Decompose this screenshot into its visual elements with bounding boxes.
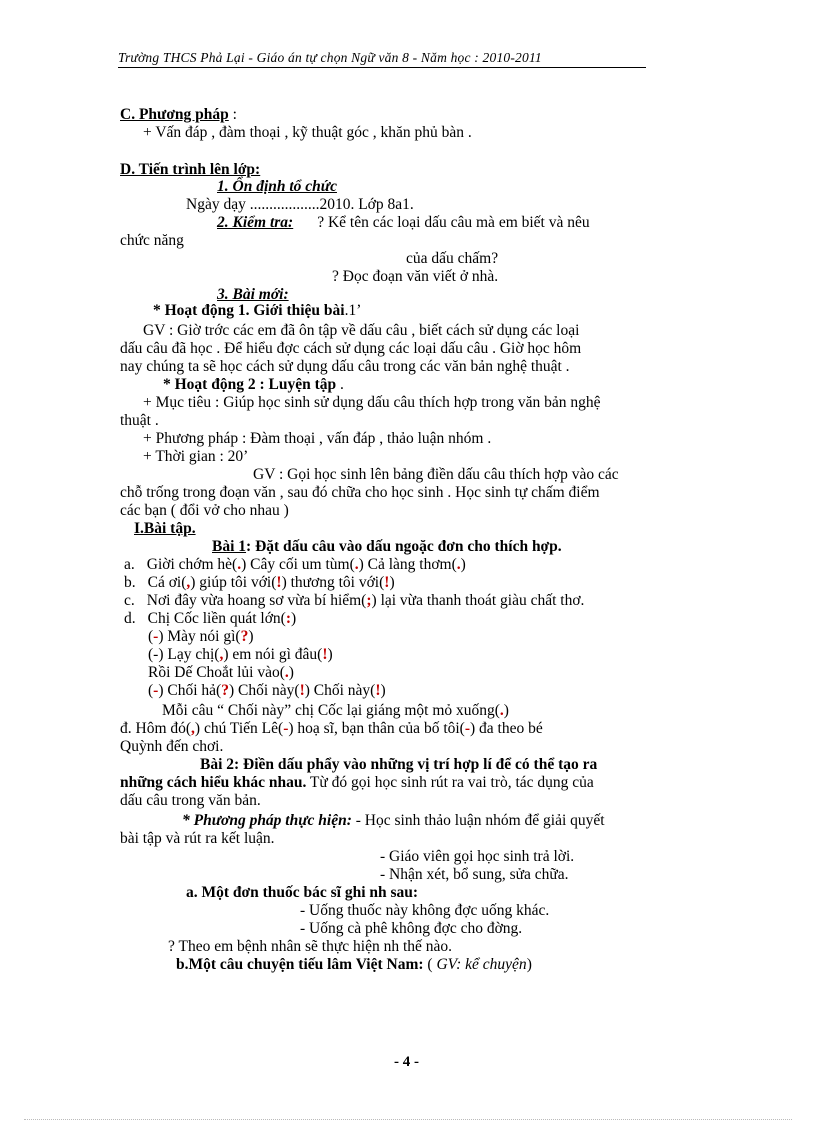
activity1-p2: dấu câu đã học . Để hiểu đợc cách sử dụng các loại dấu câu . Giờ học hôm [120,340,582,357]
bai2-a2: - Uống cà phê không đợc cho đờng. [300,920,523,937]
bai1-rest: : Đặt dấu câu vào dấu ngoặc đơn cho thích hợp. [246,538,562,555]
step2-q1a: ? Kể tên các loại dấu câu mà em biết và nêu [317,214,590,231]
bai1-d4-t4: ) [380,682,386,699]
section-c-title: C. Phương pháp [120,106,229,123]
bai1-e [120,720,543,738]
bai2-b-note: GV: kể chuyện [436,956,527,973]
bai1-a-p1: . [237,556,242,573]
bai2-method-line2: bài tập và rút ra kết luận. [120,830,275,847]
bai1-e2: Quỳnh đến chơi. [120,738,224,755]
bai1-d-t2: ) [291,610,297,627]
bai2-b-open: ( [423,956,437,973]
bai2-title: Bài 2: Điền dấu phẩy vào những vị trí hợp lí để có thể tạo ra [200,756,598,773]
bai1-d-t1: Chị Cốc liền quát lớn( [147,610,286,627]
bai1-d-p1: : [285,610,292,627]
bai1-e-t2: ) chú Tiến Lê( [194,720,284,737]
bai1-b-t3: ) thương tôi với( [281,574,385,591]
bai1-e-t4: ) đa theo bé [470,720,543,737]
footer-rule [24,1119,792,1120]
bai1-b-t1: Cá ơi( [147,574,187,591]
bai1-d4 [148,682,386,700]
bai1-b-t4: ) [389,574,395,591]
bai1-d2-t1: ) em nói gì đâu( [223,646,323,663]
bai1-d3-p1: . [284,664,289,681]
bai1-d-marker: d. [124,610,136,627]
bai1-d5-t1: Mỗi câu “ Chối này” chị Cốc lại giáng một mỏ xuống( [162,702,500,719]
bai1-d2-p0: , [219,646,224,663]
activity2-gv1: GV : Gọi học sinh lên bảng điền dấu câu thích hợp vào các [253,466,619,483]
bai1-d1-p0: - [153,628,159,645]
bai1-d4-t3: ) Chối này( [304,682,376,699]
bai1-a-t1: Giời chớm hè( [146,556,238,573]
bai2-b-close: ) [526,956,532,973]
activity1 [153,302,361,320]
exercise-title: I.Bài tập. [134,520,196,537]
bai1-d4-t0: ( [148,682,154,699]
bai1-d4-t2: ) Chối này( [228,682,300,699]
bai1-a-t4: ) [460,556,466,573]
bai2-line2-rest: Từ đó gọi học sinh rút ra vai trò, tác dụng của [306,774,594,791]
activity2-pp: + Phương pháp : Đàm thoại , vấn đáp , thảo luận nhóm . [143,430,492,447]
step2-q1c: của dấu chấm? [406,250,499,267]
activity2-title: * Hoạt động 2 : Luyện tập [163,376,337,393]
bai1-d [124,610,296,628]
step1-line: Ngày dạy ..................2010. Lớp 8a1. [186,196,414,213]
bai1-d1 [148,628,254,646]
bai1-label: Bài 1 [212,538,247,555]
bai1-e-t3: ) hoạ sĩ, bạn thân của bố tôi( [288,720,465,737]
activity2-gv2: chỗ trống trong đoạn văn , sau đó chữa cho học sinh . Học sinh tự chấm điểm [120,484,600,501]
bai1-title [212,538,562,556]
bai1-d5-p1: . [499,702,504,719]
bai1-a-marker: a. [124,556,135,573]
bai1-c-p1: ; [366,592,372,609]
bai1-d4-t1: ) Chối hả( [158,682,222,699]
bai1-a-p3: . [456,556,461,573]
bai2-a: a. Một đơn thuốc bác sĩ ghi nh sau: [186,884,419,901]
bai1-a-p2: . [354,556,359,573]
bai1-c-marker: c. [124,592,135,609]
bai2-question: ? Theo em bệnh nhân sẽ thực hiện nh thế nào. [168,938,453,955]
section-c-line: + Vấn đáp , đàm thoại , kỹ thuật góc , khăn phủ bàn . [143,124,472,141]
bai2-line2-bold: những cách hiểu khác nhau. [120,774,307,791]
bai2-method-title: * Phương pháp thực hiện: [182,812,352,829]
activity1-p3: nay chúng ta sẽ học cách sử dụng dấu câu trong các văn bản nghệ thuật . [120,358,570,375]
activity2 [163,376,344,394]
bai1-b-p1: , [186,574,191,591]
bai1-c [124,592,584,610]
step2-line [217,214,590,232]
activity1-title: * Hoạt động 1. Giới thiệu bài [153,302,345,319]
bai1-d2-t0: (-) Lạy chị( [148,646,220,663]
bai1-a-t3: ) Cả làng thơm( [358,556,457,573]
bai1-c-t2: ) lại vừa thanh thoát giàu chất thơ. [371,592,585,609]
bai1-d1-t1: ) Mày nói gì( [158,628,241,645]
bai1-c-t1: Nơi đây vừa hoang sơ vừa bí hiểm( [146,592,367,609]
bai1-a [124,556,466,574]
bai2-a1: - Uống thuốc này không đợc uống khác. [300,902,550,919]
bai1-b-marker: b. [124,574,136,591]
bai1-d1-t2: ) [248,628,254,645]
bai1-e-p1: , [191,720,195,737]
bai2-b [176,956,532,974]
step1-title: 1. Ổn định tổ chức [217,178,337,195]
bai1-a-t2: ) Cây cối um tùm( [241,556,355,573]
activity1-time: .1’ [344,302,362,319]
bai1-d2 [148,646,333,664]
bai1-d4-p1: ? [221,682,229,699]
section-c-colon: : [228,106,237,123]
page-number: - 4 - [394,1054,419,1070]
bai1-b [124,574,395,592]
activity2-mt2: thuật . [120,412,159,429]
bai1-b-t2: ) giúp tôi với( [190,574,277,591]
step2-q2: ? Đọc đoạn văn viết ở nhà. [332,268,499,285]
activity2-tg: + Thời gian : 20’ [143,448,249,465]
bai1-d5 [162,702,509,720]
bai2-gv: - Giáo viên gọi học sinh trả lời. [380,848,575,865]
bai1-b-p2: ! [276,574,282,591]
section-d-title: D. Tiến trình lên lớp: [120,161,261,178]
bai2-method [182,812,605,830]
bai1-d2-t2: ) [327,646,333,663]
bai2-line3: dấu câu trong văn bản. [120,792,261,809]
bai1-e-p2: - [283,720,289,737]
activity1-p1: GV : Giờ trớc các em đã ôn tập về dấu câu , biết cách sử dụng các loại [143,322,580,339]
section-c [120,106,237,124]
bai2-nx: - Nhận xét, bổ sung, sửa chữa. [380,866,569,883]
bai1-e-p3: - [464,720,471,737]
activity2-dot: . [336,376,344,393]
step3-title: 3. Bài mới: [217,286,289,303]
bai1-d2-p1: ! [322,646,328,663]
bai2-b-title: b.Một câu chuyện tiếu lâm Việt Nam: [176,956,424,973]
bai1-d5-t2: ) [503,702,509,719]
step2-q1b: chức năng [120,232,184,249]
bai1-d4-p0: - [153,682,159,699]
bai1-d3-t1: Rồi Dế Choắt lủi vào( [148,664,285,681]
bai1-d3 [148,664,294,682]
bai1-d3-t2: ) [288,664,294,681]
bai1-e-t1: đ. Hôm đó( [120,720,192,737]
bai2-line2 [120,774,594,792]
activity2-mt1: + Mục tiêu : Giúp học sinh sử dụng dấu câu thích hợp trong văn bản nghệ [143,394,601,411]
bai1-d4-p2: ! [299,682,305,699]
bai1-d1-p1: ? [240,628,249,645]
bai1-b-p3: ! [384,574,390,591]
step2-title: 2. Kiểm tra: [217,214,294,231]
activity2-gv3: các bạn ( đổi vở cho nhau ) [120,502,289,519]
bai1-d4-p3: ! [375,682,381,699]
bai1-d1-t0: ( [148,628,154,645]
bai2-method-rest: - Học sinh thảo luận nhóm để giải quyết [351,812,605,829]
page-header: Trường THCS Phả Lại - Giáo án tự chọn Ngữ văn 8 - Năm học : 2010-2011 [118,50,646,68]
